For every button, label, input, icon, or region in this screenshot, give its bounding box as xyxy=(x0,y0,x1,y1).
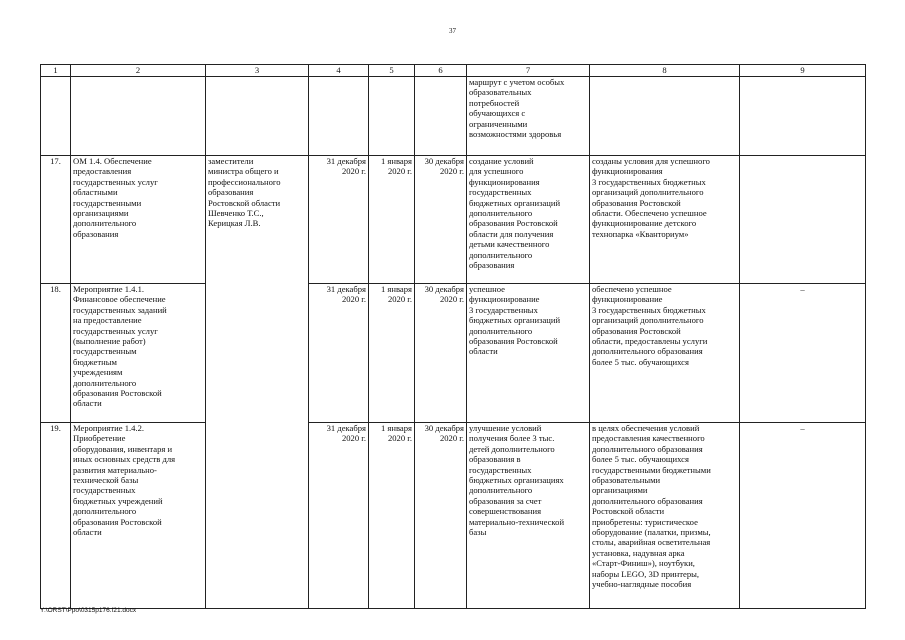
column-header: 2 xyxy=(71,65,206,77)
end-date: 30 декабря 2020 г. xyxy=(415,284,467,423)
row-number: 18. xyxy=(41,284,71,423)
column-header: 8 xyxy=(590,65,740,77)
column-header: 7 xyxy=(467,65,590,77)
column-header: 5 xyxy=(369,65,415,77)
result-plan-cell: успешное функционирование 3 государственных бюджетных организаций дополнительного образования Ростовской области xyxy=(467,284,590,423)
column-header: 1 xyxy=(41,65,71,77)
planned-date: 31 декабря 2020 г. xyxy=(309,423,369,609)
notes-cell xyxy=(740,156,866,284)
column-header: 6 xyxy=(415,65,467,77)
file-path-footer: Y:\ORST\Ppo\0315p176.f21.docx xyxy=(40,607,137,614)
table-row xyxy=(41,423,866,609)
column-numbers-row xyxy=(41,65,866,77)
report-table xyxy=(40,64,866,609)
planned-date: 31 декабря 2020 г. xyxy=(309,156,369,284)
result-actual-cell: обеспечено успешное функционирование 3 государственных бюджетных организаций дополнительного образования Ростовской области, предоставлены услуги дополнительного образования более 5 тыс. обучающихся xyxy=(590,284,740,423)
responsible-cell: заместители министра общего и профессионального образования Ростовской области Шевченко Т.С., Керицкая Л.В. xyxy=(206,156,309,284)
result-plan-cell: маршрут с учетом особых образовательных потребностей обучающихся с ограниченными возможностями здоровья xyxy=(467,77,590,156)
start-date: 1 января 2020 г. xyxy=(369,156,415,284)
row-number: 17. xyxy=(41,156,71,284)
column-header: 9 xyxy=(740,65,866,77)
result-actual-cell: созданы условия для успешного функционирования 3 государственных бюджетных организаций дополнительного образования Ростовской области. Обеспечено успешное функционирование детского технопарка «Кванториум» xyxy=(590,156,740,284)
page-number: 37 xyxy=(449,27,456,35)
start-date: 1 января 2020 г. xyxy=(369,284,415,423)
table-row-continuation xyxy=(41,77,866,156)
result-plan-cell: создание условий для успешного функционирования государственных бюджетных организаций дополнительного образования Ростовской области для получения детьми качественного дополнительного образования xyxy=(467,156,590,284)
result-plan-cell: улучшение условий получения более 3 тыс. детей дополнительного образования в государственных бюджетных организациях дополнительного образования за счет совершенствования материально-технической базы xyxy=(467,423,590,609)
table-row xyxy=(41,284,866,423)
start-date: 1 января 2020 г. xyxy=(369,423,415,609)
end-date: 30 декабря 2020 г. xyxy=(415,423,467,609)
measure-name: Мероприятие 1.4.1. Финансовое обеспечение государственных заданий на предоставление государственных услуг (выполнение работ) государственным бюджетным учреждениям дополнительного образования Ростовской области xyxy=(71,284,206,423)
notes-cell: – xyxy=(740,284,866,423)
measure-name: Мероприятие 1.4.2. Приобретение оборудования, инвентаря и иных основных средств для развития материально- технической базы государственных бюджетных учреждений дополнительного образования Ростовской области xyxy=(71,423,206,609)
column-header: 4 xyxy=(309,65,369,77)
end-date: 30 декабря 2020 г. xyxy=(415,156,467,284)
notes-cell: – xyxy=(740,423,866,609)
result-actual-cell: в целях обеспечения условий предоставления качественного дополнительного образования более 5 тыс. обучающихся государственными бюджетными образовательными организациями дополнительного образования Ростовской области приобретены: туристическое оборудование (палатки, призмы, столы, аварийная осветительная установка, надувная арка «Старт-Финиш»), ноутбуки, наборы LEGO, 3D принтеры, учебно-наглядные пособия xyxy=(590,423,740,609)
measure-name: ОМ 1.4. Обеспечение предоставления государственных услуг областными государственными организациями дополнительного образования xyxy=(71,156,206,284)
row-number: 19. xyxy=(41,423,71,609)
table-row xyxy=(41,156,866,284)
planned-date: 31 декабря 2020 г. xyxy=(309,284,369,423)
column-header: 3 xyxy=(206,65,309,77)
